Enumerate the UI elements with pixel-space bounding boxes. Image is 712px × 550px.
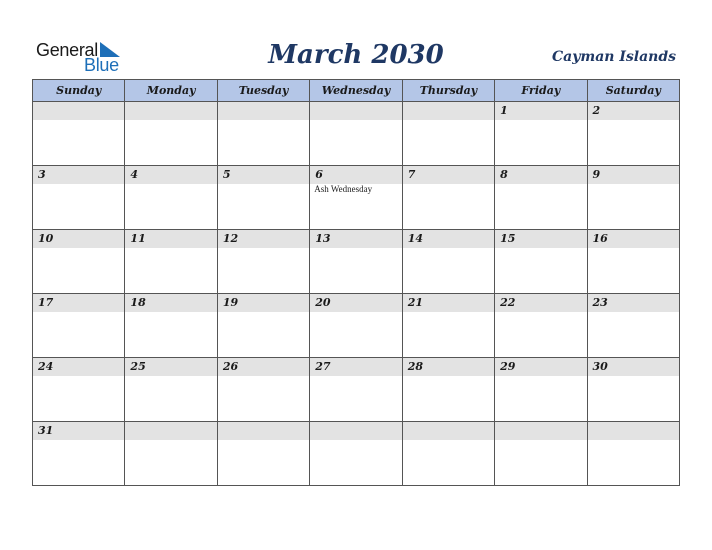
- day-header-bar: [218, 358, 309, 376]
- day-cell: [495, 102, 587, 166]
- day-header-bar: [403, 294, 494, 312]
- day-header-bar: [588, 230, 679, 248]
- weekday-header: Thursday: [402, 80, 494, 102]
- day-header-bar: [33, 358, 124, 376]
- day-number: 26: [222, 360, 239, 373]
- day-cell: [125, 166, 217, 230]
- day-header-bar: [310, 358, 401, 376]
- day-header-bar: [310, 230, 401, 248]
- day-header-bar: [125, 294, 216, 312]
- day-cell: [125, 358, 217, 422]
- day-number: 7: [407, 168, 416, 181]
- day-number: 1: [500, 104, 508, 117]
- day-number: 9: [592, 168, 601, 181]
- weekday-header: Monday: [125, 80, 217, 102]
- week-row: [33, 230, 680, 294]
- day-number: 24: [38, 360, 54, 373]
- day-cell: [587, 230, 679, 294]
- day-header-bar: [403, 422, 494, 440]
- holiday-label: Ash Wednesday: [314, 184, 373, 194]
- day-cell: [217, 230, 309, 294]
- day-number: 4: [130, 168, 139, 181]
- country-name: Cayman Islands: [552, 49, 676, 65]
- day-cell: [217, 294, 309, 358]
- day-number: 16: [592, 232, 608, 245]
- day-cell: [310, 230, 402, 294]
- day-header-bar: [310, 422, 401, 440]
- day-number: 11: [130, 232, 146, 245]
- day-cell: [402, 102, 494, 166]
- day-cell: [33, 230, 125, 294]
- day-number: 23: [592, 296, 608, 309]
- day-number: 12: [222, 232, 239, 245]
- day-cell: [310, 166, 402, 230]
- day-number: 13: [315, 232, 331, 245]
- day-header-bar: [588, 166, 679, 184]
- day-cell: [587, 102, 679, 166]
- weekday-header: Sunday: [33, 80, 125, 102]
- day-number: 25: [130, 360, 146, 373]
- week-row: [33, 102, 680, 166]
- day-cell: [402, 422, 494, 486]
- day-cell: [495, 422, 587, 486]
- day-number: 10: [38, 232, 54, 245]
- day-header-bar: [310, 294, 401, 312]
- day-number: 17: [38, 296, 54, 309]
- calendar-grid: [32, 79, 680, 486]
- day-header-bar: [33, 230, 124, 248]
- day-number: 3: [38, 168, 46, 181]
- day-number: 30: [592, 360, 608, 373]
- day-number: 2: [592, 104, 601, 117]
- week-row: [33, 358, 680, 422]
- day-cell: [310, 102, 402, 166]
- day-header-bar: [125, 422, 216, 440]
- day-header-bar: [125, 166, 216, 184]
- day-cell: [217, 102, 309, 166]
- day-cell: [217, 422, 309, 486]
- day-header-bar: [495, 166, 586, 184]
- day-header-bar: [310, 166, 401, 184]
- day-header-bar: [33, 422, 124, 440]
- day-number: 5: [222, 168, 231, 181]
- weekday-header: Wednesday: [310, 80, 402, 102]
- day-cell: [587, 422, 679, 486]
- day-cell: [495, 230, 587, 294]
- day-cell: [310, 294, 402, 358]
- day-header-bar: [495, 358, 586, 376]
- day-header-bar: [403, 166, 494, 184]
- day-header-bar: [588, 102, 679, 120]
- day-cell: [125, 422, 217, 486]
- day-cell: [310, 422, 402, 486]
- day-header-bar: [588, 294, 679, 312]
- day-cell: [587, 166, 679, 230]
- day-cell: [33, 166, 125, 230]
- day-header-bar: [218, 422, 309, 440]
- day-header-bar: [495, 294, 586, 312]
- day-number: 15: [500, 232, 516, 245]
- day-number: 8: [500, 168, 508, 181]
- day-cell: [587, 294, 679, 358]
- day-header-bar: [403, 358, 494, 376]
- day-header-bar: [218, 166, 309, 184]
- day-header-bar: [218, 102, 309, 120]
- day-header-bar: [495, 102, 586, 120]
- day-header-bar: [403, 102, 494, 120]
- day-number: 28: [407, 360, 423, 373]
- day-header-bar: [403, 230, 494, 248]
- day-header-bar: [33, 294, 124, 312]
- day-cell: [33, 422, 125, 486]
- day-header-bar: [125, 358, 216, 376]
- day-cell: [217, 166, 309, 230]
- day-cell: [310, 358, 402, 422]
- day-cell: [125, 294, 217, 358]
- day-cell: [495, 358, 587, 422]
- day-cell: [587, 358, 679, 422]
- day-number: 19: [222, 296, 239, 309]
- day-header-bar: [33, 102, 124, 120]
- calendar-title: March 2030: [268, 40, 444, 70]
- day-header-bar: [588, 358, 679, 376]
- day-number: 27: [315, 360, 331, 373]
- logo-text-general: General: [36, 40, 98, 60]
- day-number: 20: [315, 296, 331, 309]
- day-number: 14: [407, 232, 423, 245]
- day-header-bar: [495, 422, 586, 440]
- day-number: 21: [407, 296, 423, 309]
- day-cell: [402, 166, 494, 230]
- day-cell: [33, 102, 125, 166]
- day-header-bar: [218, 294, 309, 312]
- day-number: 22: [500, 296, 516, 309]
- day-cell: [402, 358, 494, 422]
- day-header-bar: [125, 102, 216, 120]
- day-cell: [33, 294, 125, 358]
- logo-text-blue: Blue: [84, 55, 119, 75]
- day-header-bar: [495, 230, 586, 248]
- day-header-bar: [310, 102, 401, 120]
- weekday-header-row: [33, 80, 680, 102]
- day-header-bar: [218, 230, 309, 248]
- week-row: [33, 294, 680, 358]
- day-header-bar: [588, 422, 679, 440]
- weekday-header: Saturday: [587, 80, 679, 102]
- day-cell: [33, 358, 125, 422]
- day-header-bar: [33, 166, 124, 184]
- day-header-bar: [125, 230, 216, 248]
- weekday-header: Friday: [495, 80, 587, 102]
- day-number: 18: [130, 296, 146, 309]
- week-row: [33, 422, 680, 486]
- day-cell: [125, 102, 217, 166]
- day-cell: [495, 294, 587, 358]
- day-cell: [217, 358, 309, 422]
- day-cell: [495, 166, 587, 230]
- day-number: 31: [38, 424, 54, 437]
- day-cell: [125, 230, 217, 294]
- day-cell: [402, 294, 494, 358]
- day-cell: [402, 230, 494, 294]
- day-number: 29: [500, 360, 516, 373]
- weekday-header: Tuesday: [217, 80, 309, 102]
- day-number: 6: [315, 168, 323, 181]
- week-row: [33, 166, 680, 230]
